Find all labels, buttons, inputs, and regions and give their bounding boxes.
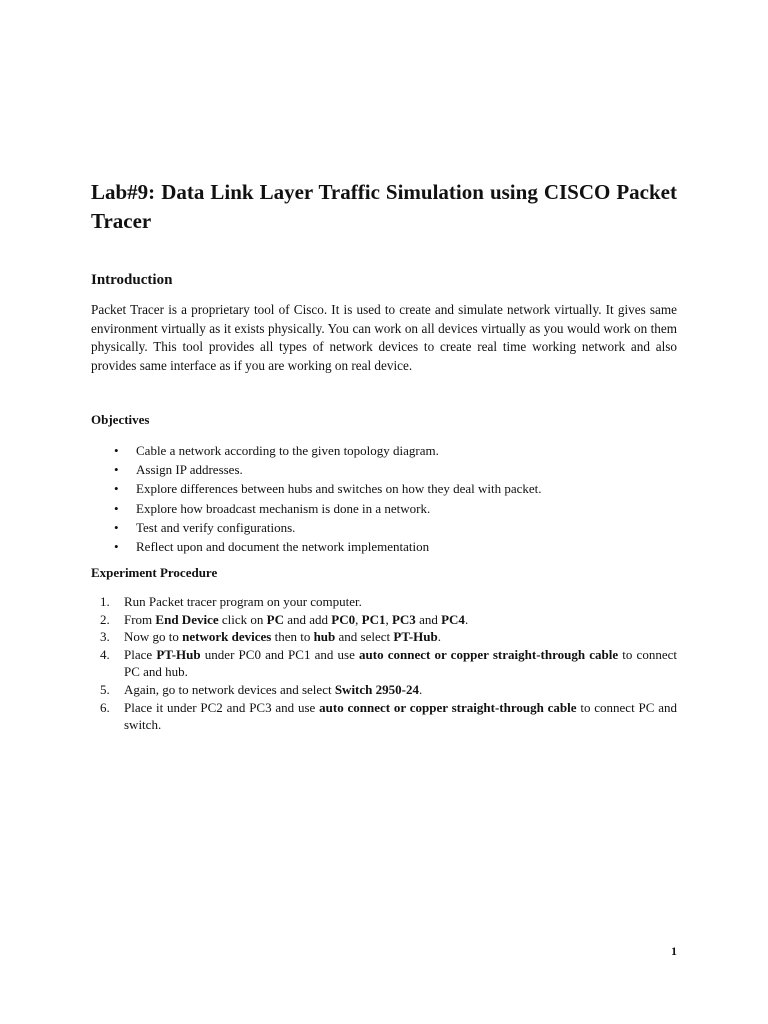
step-text: Place <box>124 646 157 662</box>
objectives-heading: Objectives <box>91 412 150 427</box>
objectives-list <box>91 441 677 556</box>
step-emphasis: PC4 <box>441 611 465 627</box>
step-text: click on <box>218 611 267 627</box>
step-text: , <box>385 611 392 627</box>
step-text: then to <box>271 629 314 645</box>
document-title: Lab#9: Data Link Layer Traffic Simulation using CISCO Packet Tracer <box>91 180 677 233</box>
step-emphasis: PC1 <box>361 611 386 627</box>
step-text: . <box>437 629 441 645</box>
step-text: to connect PC and switch. <box>124 699 677 733</box>
bullet-icon: • <box>114 462 119 478</box>
step-text: and <box>415 611 442 627</box>
step-emphasis: hub <box>313 629 336 645</box>
step-emphasis: PC <box>266 611 284 627</box>
list-item <box>91 441 677 460</box>
page-number: 1 <box>671 944 677 958</box>
step-emphasis: PC0 <box>331 611 356 627</box>
objective-text: Test and verify configurations. <box>136 519 296 535</box>
step-text: Place it under PC2 and PC3 and use <box>124 699 320 715</box>
step-text: . <box>464 611 469 627</box>
procedure-heading: Experiment Procedure <box>91 565 218 580</box>
procedure-step <box>91 611 677 629</box>
step-text: and select <box>335 629 394 645</box>
step-emphasis: Switch 2950-24 <box>334 681 419 697</box>
step-emphasis: network devices <box>182 629 272 645</box>
bullet-icon: • <box>114 500 119 516</box>
step-text: to connect PC and hub. <box>124 646 677 680</box>
step-emphasis: End Device <box>155 611 219 627</box>
step-emphasis: auto connect or copper straight-through cable <box>359 646 619 662</box>
list-item <box>91 499 677 518</box>
objective-text: Reflect upon and document the network implementation <box>136 539 430 555</box>
procedure-step <box>91 628 677 646</box>
step-emphasis: PT-Hub <box>156 646 201 662</box>
step-text: . <box>418 681 423 697</box>
step-emphasis: PT-Hub <box>393 629 438 645</box>
step-number: 3. <box>100 629 110 645</box>
introduction-paragraph: Packet Tracer is a proprietary tool of Cisco. It is used to create and simulate network virtually. It gives same environment virtually as it exists physically. You can work on all devices virtually as you would work on them physically. This tool provides all types of network devices to create real time working network and also provides same interface as if you are working on real device. <box>91 302 677 373</box>
objective-text: Cable a network according to the given topology diagram. <box>136 443 439 458</box>
step-text: under PC0 and PC1 and use <box>200 646 360 662</box>
bullet-icon: • <box>114 519 119 535</box>
step-number: 4. <box>100 646 110 662</box>
step-number: 5. <box>100 681 110 697</box>
step-text: and add <box>283 611 332 627</box>
step-text: From <box>124 611 156 627</box>
step-text: , <box>355 611 362 627</box>
list-item <box>91 460 677 479</box>
step-emphasis: auto connect or copper straight-through cable <box>319 699 577 715</box>
procedure-step <box>91 646 677 681</box>
procedure-list <box>91 593 677 734</box>
introduction-heading: Introduction <box>91 272 173 288</box>
objective-text: Explore how broadcast mechanism is done in a network. <box>136 500 431 516</box>
step-number: 1. <box>100 594 110 609</box>
bullet-icon: • <box>114 443 119 458</box>
bullet-icon: • <box>114 539 119 555</box>
procedure-step <box>91 593 677 611</box>
list-item <box>91 537 677 556</box>
procedure-step <box>91 681 677 699</box>
objective-text: Assign IP addresses. <box>136 462 243 478</box>
procedure-step <box>91 699 677 734</box>
step-text: Again, go to network devices and select <box>124 681 335 697</box>
step-text: Now go to <box>124 629 183 645</box>
step-number: 6. <box>100 699 110 715</box>
objective-text: Explore differences between hubs and switches on how they deal with packet. <box>136 481 542 497</box>
step-emphasis: PC3 <box>391 611 416 627</box>
step-text: Run Packet tracer program on your computer. <box>124 594 362 609</box>
step-number: 2. <box>100 611 110 627</box>
list-item <box>91 518 677 537</box>
bullet-icon: • <box>114 481 119 497</box>
list-item <box>91 479 677 498</box>
